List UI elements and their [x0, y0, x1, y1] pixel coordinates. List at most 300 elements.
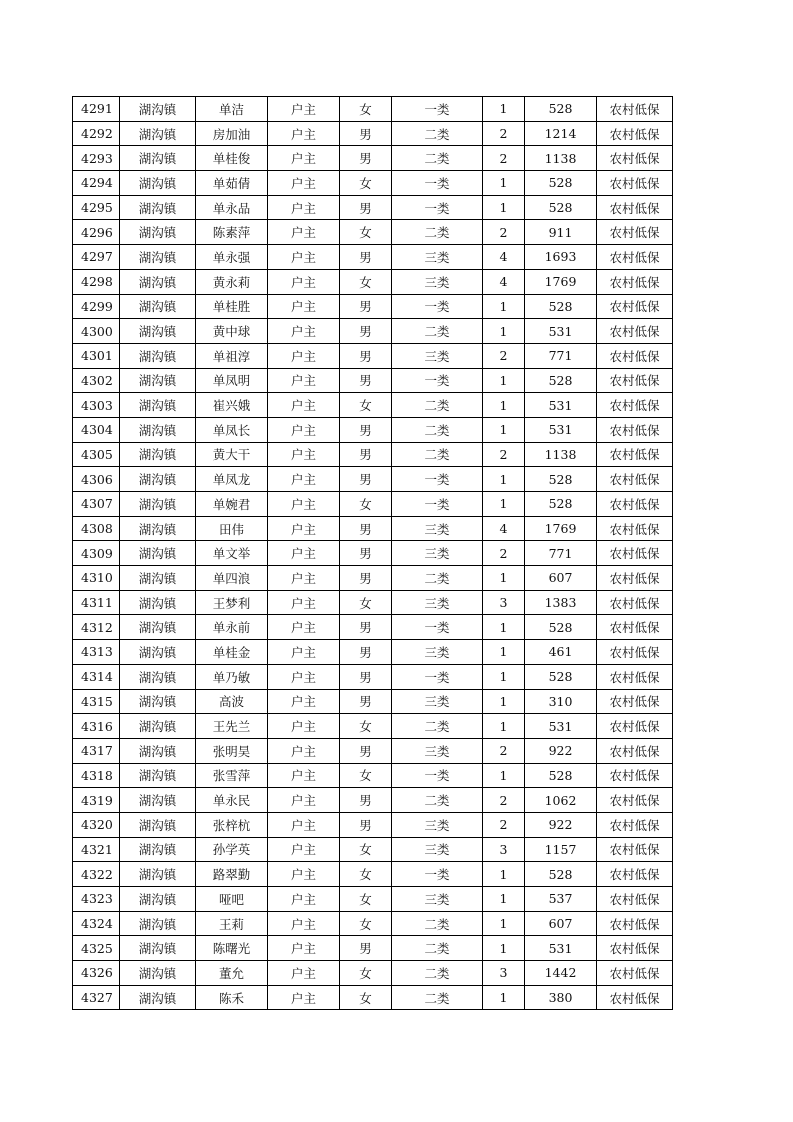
category-cell: 一类: [392, 97, 483, 122]
relation-cell: 户主: [268, 862, 340, 887]
table-row: [73, 220, 673, 245]
type-cell: 农村低保: [597, 812, 673, 837]
category-cell: 二类: [392, 319, 483, 344]
gender-cell: 女: [340, 393, 392, 418]
town-cell: 湖沟镇: [120, 788, 196, 813]
household-size-cell: 1: [483, 294, 525, 319]
id-cell: 4314: [73, 664, 120, 689]
name-cell: 王莉: [196, 911, 268, 936]
name-cell: 单永强: [196, 245, 268, 270]
type-cell: 农村低保: [597, 442, 673, 467]
town-cell: 湖沟镇: [120, 220, 196, 245]
type-cell: 农村低保: [597, 294, 673, 319]
town-cell: 湖沟镇: [120, 985, 196, 1010]
id-cell: 4327: [73, 985, 120, 1010]
id-cell: 4295: [73, 195, 120, 220]
town-cell: 湖沟镇: [120, 97, 196, 122]
relation-cell: 户主: [268, 615, 340, 640]
category-cell: 二类: [392, 911, 483, 936]
table-row: [73, 664, 673, 689]
town-cell: 湖沟镇: [120, 245, 196, 270]
town-cell: 湖沟镇: [120, 146, 196, 171]
table-row: [73, 442, 673, 467]
category-cell: 三类: [392, 541, 483, 566]
id-cell: 4319: [73, 788, 120, 813]
amount-cell: 310: [525, 689, 597, 714]
amount-cell: 531: [525, 417, 597, 442]
household-size-cell: 4: [483, 269, 525, 294]
type-cell: 农村低保: [597, 689, 673, 714]
id-cell: 4305: [73, 442, 120, 467]
category-cell: 三类: [392, 689, 483, 714]
gender-cell: 男: [340, 738, 392, 763]
category-cell: 三类: [392, 738, 483, 763]
gender-cell: 男: [340, 516, 392, 541]
table-row: [73, 640, 673, 665]
name-cell: 王梦利: [196, 590, 268, 615]
household-size-cell: 1: [483, 911, 525, 936]
relation-cell: 户主: [268, 837, 340, 862]
household-size-cell: 3: [483, 590, 525, 615]
amount-cell: 607: [525, 566, 597, 591]
relation-cell: 户主: [268, 689, 340, 714]
household-size-cell: 1: [483, 97, 525, 122]
category-cell: 二类: [392, 936, 483, 961]
name-cell: 张雪萍: [196, 763, 268, 788]
town-cell: 湖沟镇: [120, 541, 196, 566]
table-row: [73, 97, 673, 122]
household-size-cell: 1: [483, 368, 525, 393]
category-cell: 一类: [392, 664, 483, 689]
type-cell: 农村低保: [597, 788, 673, 813]
relation-cell: 户主: [268, 738, 340, 763]
name-cell: 单茹倩: [196, 171, 268, 196]
type-cell: 农村低保: [597, 269, 673, 294]
town-cell: 湖沟镇: [120, 640, 196, 665]
id-cell: 4316: [73, 714, 120, 739]
amount-cell: 607: [525, 911, 597, 936]
amount-cell: 528: [525, 492, 597, 517]
type-cell: 农村低保: [597, 837, 673, 862]
relation-cell: 户主: [268, 97, 340, 122]
category-cell: 一类: [392, 467, 483, 492]
type-cell: 农村低保: [597, 171, 673, 196]
amount-cell: 1157: [525, 837, 597, 862]
type-cell: 农村低保: [597, 97, 673, 122]
town-cell: 湖沟镇: [120, 590, 196, 615]
relation-cell: 户主: [268, 985, 340, 1010]
household-size-cell: 1: [483, 566, 525, 591]
household-size-cell: 1: [483, 664, 525, 689]
table-row: [73, 862, 673, 887]
table-row: [73, 516, 673, 541]
town-cell: 湖沟镇: [120, 689, 196, 714]
table-row: [73, 492, 673, 517]
gender-cell: 男: [340, 936, 392, 961]
gender-cell: 女: [340, 97, 392, 122]
household-size-cell: 2: [483, 121, 525, 146]
town-cell: 湖沟镇: [120, 516, 196, 541]
relation-cell: 户主: [268, 714, 340, 739]
gender-cell: 女: [340, 837, 392, 862]
type-cell: 农村低保: [597, 640, 673, 665]
category-cell: 三类: [392, 837, 483, 862]
id-cell: 4304: [73, 417, 120, 442]
name-cell: 高波: [196, 689, 268, 714]
town-cell: 湖沟镇: [120, 417, 196, 442]
gender-cell: 男: [340, 640, 392, 665]
id-cell: 4317: [73, 738, 120, 763]
type-cell: 农村低保: [597, 911, 673, 936]
amount-cell: 922: [525, 812, 597, 837]
table-row: [73, 689, 673, 714]
name-cell: 单永品: [196, 195, 268, 220]
town-cell: 湖沟镇: [120, 911, 196, 936]
name-cell: 单桂金: [196, 640, 268, 665]
relation-cell: 户主: [268, 368, 340, 393]
relief-roster-table: [72, 96, 673, 1010]
category-cell: 二类: [392, 220, 483, 245]
gender-cell: 女: [340, 887, 392, 912]
household-size-cell: 1: [483, 763, 525, 788]
relation-cell: 户主: [268, 566, 340, 591]
table-row: [73, 269, 673, 294]
town-cell: 湖沟镇: [120, 615, 196, 640]
town-cell: 湖沟镇: [120, 738, 196, 763]
relation-cell: 户主: [268, 936, 340, 961]
category-cell: 二类: [392, 121, 483, 146]
amount-cell: 1138: [525, 442, 597, 467]
name-cell: 崔兴娥: [196, 393, 268, 418]
amount-cell: 528: [525, 195, 597, 220]
type-cell: 农村低保: [597, 146, 673, 171]
category-cell: 三类: [392, 640, 483, 665]
amount-cell: 771: [525, 343, 597, 368]
type-cell: 农村低保: [597, 887, 673, 912]
town-cell: 湖沟镇: [120, 319, 196, 344]
gender-cell: 男: [340, 319, 392, 344]
category-cell: 二类: [392, 985, 483, 1010]
id-cell: 4326: [73, 961, 120, 986]
table-row: [73, 837, 673, 862]
name-cell: 房加油: [196, 121, 268, 146]
town-cell: 湖沟镇: [120, 664, 196, 689]
type-cell: 农村低保: [597, 714, 673, 739]
household-size-cell: 1: [483, 195, 525, 220]
gender-cell: 女: [340, 714, 392, 739]
gender-cell: 男: [340, 195, 392, 220]
name-cell: 单凤龙: [196, 467, 268, 492]
table-row: [73, 936, 673, 961]
gender-cell: 男: [340, 664, 392, 689]
id-cell: 4297: [73, 245, 120, 270]
amount-cell: 1693: [525, 245, 597, 270]
category-cell: 一类: [392, 368, 483, 393]
id-cell: 4291: [73, 97, 120, 122]
household-size-cell: 2: [483, 343, 525, 368]
household-size-cell: 1: [483, 640, 525, 665]
name-cell: 单桂俊: [196, 146, 268, 171]
category-cell: 二类: [392, 788, 483, 813]
household-size-cell: 1: [483, 689, 525, 714]
id-cell: 4322: [73, 862, 120, 887]
amount-cell: 531: [525, 936, 597, 961]
relation-cell: 户主: [268, 467, 340, 492]
category-cell: 三类: [392, 516, 483, 541]
household-size-cell: 2: [483, 788, 525, 813]
type-cell: 农村低保: [597, 417, 673, 442]
id-cell: 4324: [73, 911, 120, 936]
table-row: [73, 368, 673, 393]
category-cell: 二类: [392, 146, 483, 171]
type-cell: 农村低保: [597, 393, 673, 418]
name-cell: 张梓杭: [196, 812, 268, 837]
household-size-cell: 2: [483, 146, 525, 171]
gender-cell: 女: [340, 763, 392, 788]
type-cell: 农村低保: [597, 862, 673, 887]
category-cell: 一类: [392, 195, 483, 220]
type-cell: 农村低保: [597, 121, 673, 146]
town-cell: 湖沟镇: [120, 812, 196, 837]
household-size-cell: 1: [483, 492, 525, 517]
gender-cell: 女: [340, 590, 392, 615]
table-row: [73, 121, 673, 146]
type-cell: 农村低保: [597, 566, 673, 591]
id-cell: 4313: [73, 640, 120, 665]
category-cell: 三类: [392, 269, 483, 294]
type-cell: 农村低保: [597, 220, 673, 245]
name-cell: 单婉君: [196, 492, 268, 517]
household-size-cell: 2: [483, 541, 525, 566]
relation-cell: 户主: [268, 812, 340, 837]
name-cell: 王先兰: [196, 714, 268, 739]
id-cell: 4307: [73, 492, 120, 517]
relation-cell: 户主: [268, 220, 340, 245]
amount-cell: 528: [525, 294, 597, 319]
amount-cell: 531: [525, 393, 597, 418]
table-row: [73, 245, 673, 270]
table-row: [73, 590, 673, 615]
id-cell: 4303: [73, 393, 120, 418]
gender-cell: 女: [340, 492, 392, 517]
table-body: [73, 97, 673, 1010]
relation-cell: 户主: [268, 121, 340, 146]
relation-cell: 户主: [268, 319, 340, 344]
household-size-cell: 1: [483, 714, 525, 739]
name-cell: 黄大干: [196, 442, 268, 467]
amount-cell: 461: [525, 640, 597, 665]
table-row: [73, 961, 673, 986]
household-size-cell: 3: [483, 961, 525, 986]
type-cell: 农村低保: [597, 961, 673, 986]
amount-cell: 1214: [525, 121, 597, 146]
gender-cell: 女: [340, 269, 392, 294]
amount-cell: 911: [525, 220, 597, 245]
name-cell: 单永前: [196, 615, 268, 640]
amount-cell: 528: [525, 664, 597, 689]
category-cell: 一类: [392, 294, 483, 319]
id-cell: 4299: [73, 294, 120, 319]
category-cell: 三类: [392, 343, 483, 368]
id-cell: 4310: [73, 566, 120, 591]
name-cell: 陈禾: [196, 985, 268, 1010]
relation-cell: 户主: [268, 146, 340, 171]
town-cell: 湖沟镇: [120, 714, 196, 739]
amount-cell: 537: [525, 887, 597, 912]
gender-cell: 女: [340, 961, 392, 986]
relation-cell: 户主: [268, 195, 340, 220]
category-cell: 三类: [392, 590, 483, 615]
id-cell: 4321: [73, 837, 120, 862]
category-cell: 一类: [392, 862, 483, 887]
type-cell: 农村低保: [597, 738, 673, 763]
table-row: [73, 714, 673, 739]
gender-cell: 女: [340, 862, 392, 887]
type-cell: 农村低保: [597, 590, 673, 615]
id-cell: 4294: [73, 171, 120, 196]
name-cell: 单凤明: [196, 368, 268, 393]
town-cell: 湖沟镇: [120, 763, 196, 788]
category-cell: 二类: [392, 566, 483, 591]
type-cell: 农村低保: [597, 195, 673, 220]
town-cell: 湖沟镇: [120, 171, 196, 196]
amount-cell: 922: [525, 738, 597, 763]
relation-cell: 户主: [268, 442, 340, 467]
table-row: [73, 319, 673, 344]
town-cell: 湖沟镇: [120, 467, 196, 492]
town-cell: 湖沟镇: [120, 936, 196, 961]
type-cell: 农村低保: [597, 664, 673, 689]
gender-cell: 男: [340, 417, 392, 442]
table-row: [73, 467, 673, 492]
name-cell: 董允: [196, 961, 268, 986]
category-cell: 三类: [392, 887, 483, 912]
household-size-cell: 1: [483, 319, 525, 344]
type-cell: 农村低保: [597, 541, 673, 566]
household-size-cell: 1: [483, 887, 525, 912]
table-row: [73, 541, 673, 566]
town-cell: 湖沟镇: [120, 121, 196, 146]
relation-cell: 户主: [268, 590, 340, 615]
table-row: [73, 911, 673, 936]
table-row: [73, 615, 673, 640]
gender-cell: 男: [340, 541, 392, 566]
town-cell: 湖沟镇: [120, 887, 196, 912]
name-cell: 黄永莉: [196, 269, 268, 294]
gender-cell: 男: [340, 121, 392, 146]
household-size-cell: 2: [483, 220, 525, 245]
relation-cell: 户主: [268, 788, 340, 813]
household-size-cell: 1: [483, 936, 525, 961]
name-cell: 单凤长: [196, 417, 268, 442]
town-cell: 湖沟镇: [120, 393, 196, 418]
name-cell: 陈素萍: [196, 220, 268, 245]
gender-cell: 男: [340, 343, 392, 368]
id-cell: 4298: [73, 269, 120, 294]
relation-cell: 户主: [268, 269, 340, 294]
name-cell: 单永民: [196, 788, 268, 813]
gender-cell: 男: [340, 788, 392, 813]
gender-cell: 男: [340, 689, 392, 714]
relation-cell: 户主: [268, 541, 340, 566]
name-cell: 孙学英: [196, 837, 268, 862]
amount-cell: 1062: [525, 788, 597, 813]
gender-cell: 男: [340, 812, 392, 837]
name-cell: 单桂胜: [196, 294, 268, 319]
relation-cell: 户主: [268, 492, 340, 517]
id-cell: 4323: [73, 887, 120, 912]
table-row: [73, 763, 673, 788]
gender-cell: 女: [340, 985, 392, 1010]
gender-cell: 男: [340, 368, 392, 393]
name-cell: 田伟: [196, 516, 268, 541]
table-row: [73, 294, 673, 319]
type-cell: 农村低保: [597, 516, 673, 541]
id-cell: 4302: [73, 368, 120, 393]
category-cell: 二类: [392, 961, 483, 986]
id-cell: 4306: [73, 467, 120, 492]
type-cell: 农村低保: [597, 343, 673, 368]
town-cell: 湖沟镇: [120, 862, 196, 887]
relation-cell: 户主: [268, 640, 340, 665]
table-row: [73, 343, 673, 368]
id-cell: 4325: [73, 936, 120, 961]
relation-cell: 户主: [268, 911, 340, 936]
gender-cell: 男: [340, 467, 392, 492]
type-cell: 农村低保: [597, 319, 673, 344]
gender-cell: 女: [340, 171, 392, 196]
category-cell: 一类: [392, 492, 483, 517]
household-size-cell: 1: [483, 417, 525, 442]
town-cell: 湖沟镇: [120, 442, 196, 467]
category-cell: 二类: [392, 417, 483, 442]
relation-cell: 户主: [268, 516, 340, 541]
name-cell: 单祖淳: [196, 343, 268, 368]
household-size-cell: 4: [483, 516, 525, 541]
category-cell: 二类: [392, 714, 483, 739]
household-size-cell: 1: [483, 985, 525, 1010]
relation-cell: 户主: [268, 664, 340, 689]
name-cell: 单四浪: [196, 566, 268, 591]
gender-cell: 男: [340, 146, 392, 171]
relation-cell: 户主: [268, 961, 340, 986]
table-row: [73, 738, 673, 763]
name-cell: 黄中球: [196, 319, 268, 344]
relation-cell: 户主: [268, 887, 340, 912]
town-cell: 湖沟镇: [120, 269, 196, 294]
household-size-cell: 1: [483, 171, 525, 196]
gender-cell: 男: [340, 245, 392, 270]
amount-cell: 1769: [525, 516, 597, 541]
type-cell: 农村低保: [597, 245, 673, 270]
amount-cell: 1442: [525, 961, 597, 986]
type-cell: 农村低保: [597, 985, 673, 1010]
category-cell: 一类: [392, 615, 483, 640]
id-cell: 4300: [73, 319, 120, 344]
household-size-cell: 2: [483, 442, 525, 467]
category-cell: 二类: [392, 393, 483, 418]
amount-cell: 528: [525, 97, 597, 122]
gender-cell: 女: [340, 220, 392, 245]
town-cell: 湖沟镇: [120, 566, 196, 591]
id-cell: 4312: [73, 615, 120, 640]
id-cell: 4292: [73, 121, 120, 146]
category-cell: 三类: [392, 245, 483, 270]
household-size-cell: 1: [483, 467, 525, 492]
id-cell: 4318: [73, 763, 120, 788]
amount-cell: 1383: [525, 590, 597, 615]
type-cell: 农村低保: [597, 368, 673, 393]
